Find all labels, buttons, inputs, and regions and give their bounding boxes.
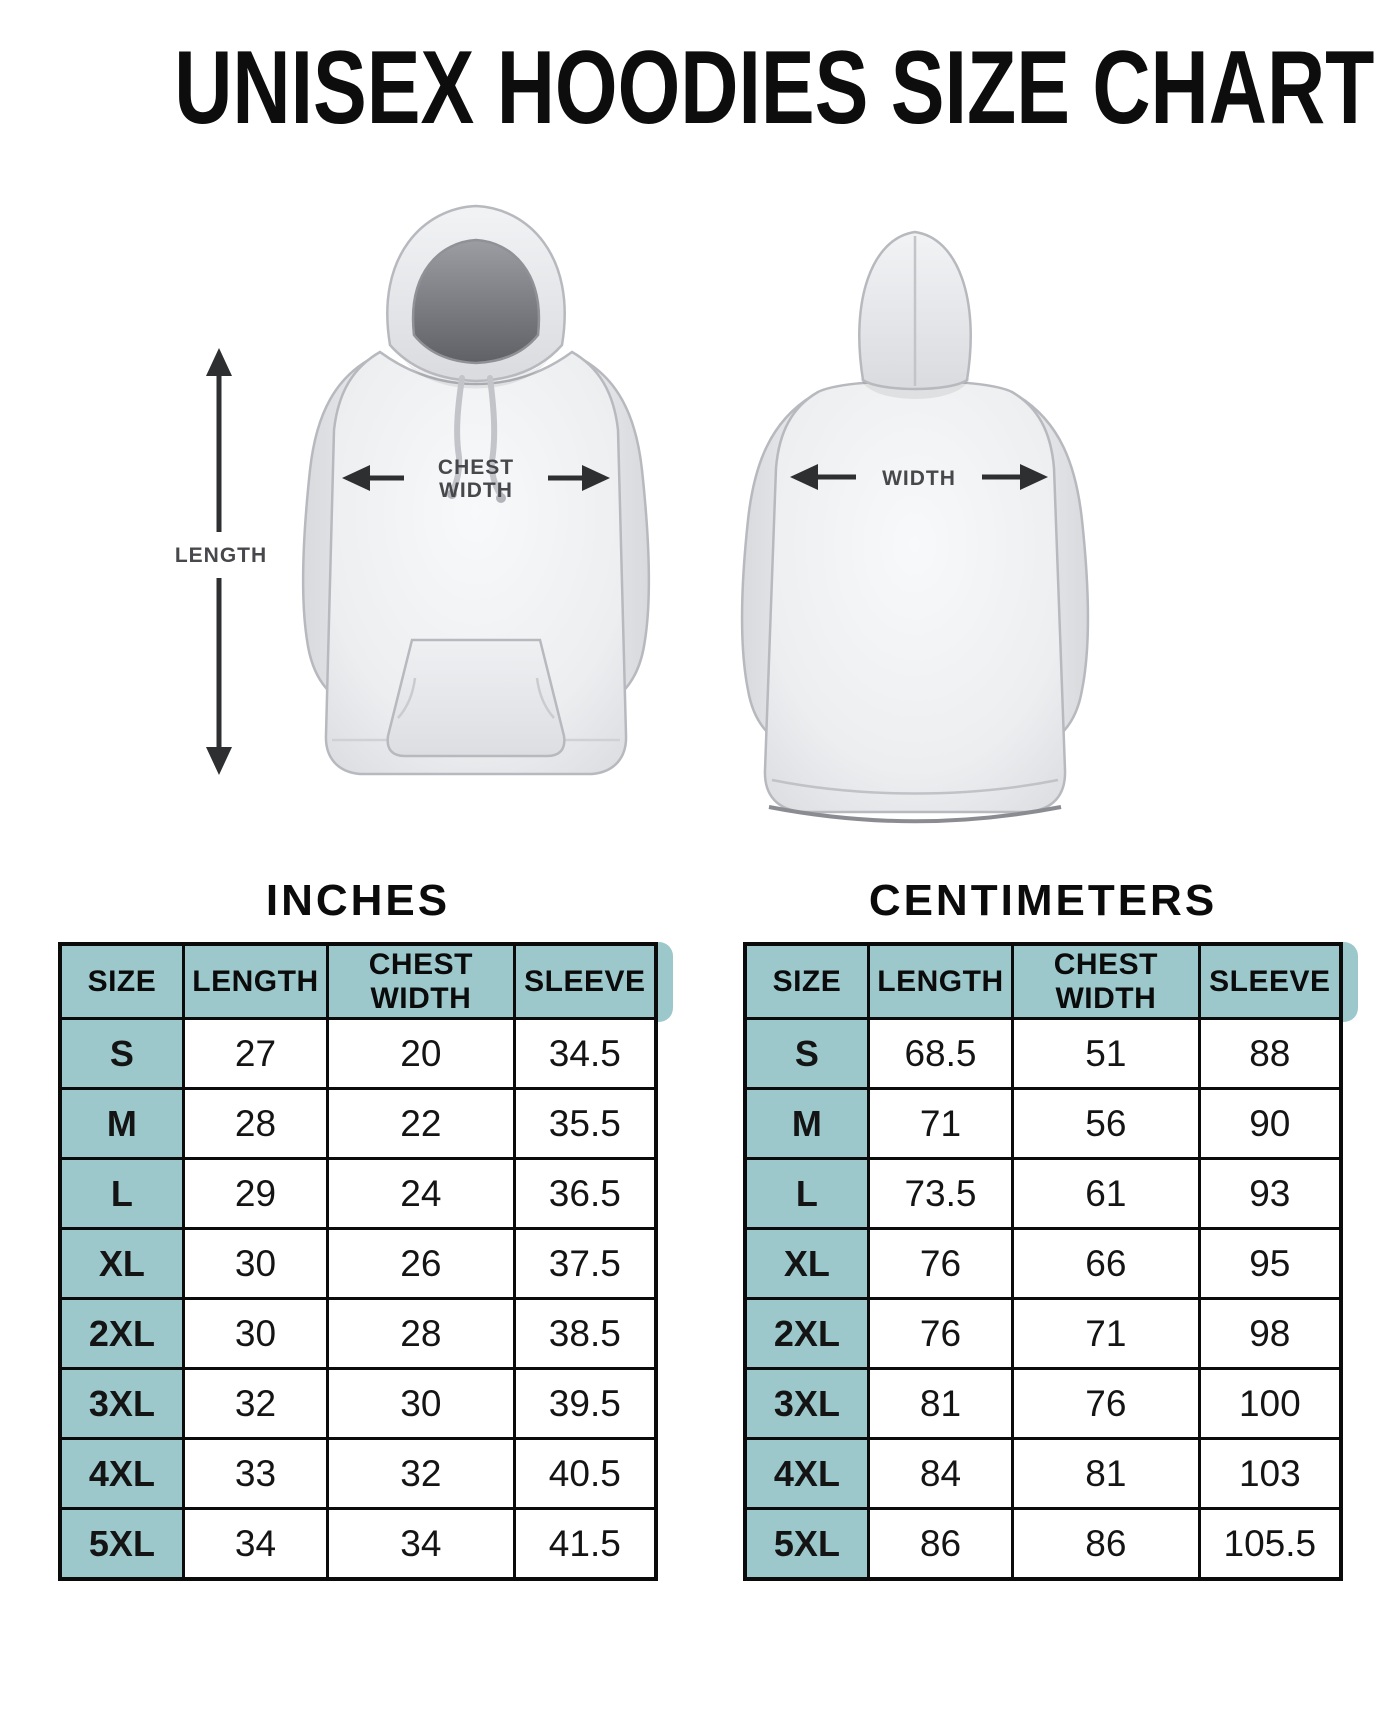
sleeve-cell: 103 (1199, 1439, 1341, 1509)
table-row (60, 1159, 656, 1229)
size-cell: 3XL (745, 1369, 868, 1439)
chest-width-cell: 26 (328, 1229, 515, 1299)
back-hoodie-illustration (742, 232, 1088, 821)
table-row (745, 1369, 1341, 1439)
centimeters-size-table (743, 942, 1343, 1581)
back-width-label: WIDTH (882, 467, 956, 490)
sleeve-cell: 95 (1199, 1229, 1341, 1299)
sleeve-cell: 93 (1199, 1159, 1341, 1229)
chest-width-cell: 30 (328, 1369, 515, 1439)
inches-section-title: INCHES (265, 876, 451, 925)
sleeve-cell: 40.5 (514, 1439, 656, 1509)
col-header-chest-width: CHEST WIDTH (328, 944, 515, 1019)
table-row (745, 1439, 1341, 1509)
size-cell: 4XL (745, 1439, 868, 1509)
sleeve-cell: 41.5 (514, 1509, 656, 1580)
col-header-size: SIZE (60, 944, 183, 1019)
header-row (745, 944, 1341, 1019)
sleeve-cell: 35.5 (514, 1089, 656, 1159)
length-cell: 68.5 (868, 1019, 1012, 1089)
sleeve-cell: 37.5 (514, 1229, 656, 1299)
col-header-chest-width: CHEST WIDTH (1013, 944, 1200, 1019)
inches-size-table (58, 942, 658, 1581)
table-row (60, 1509, 656, 1580)
size-cell: XL (745, 1229, 868, 1299)
table-row (745, 1159, 1341, 1229)
chest-width-cell: 51 (1013, 1019, 1200, 1089)
table-row (745, 1299, 1341, 1369)
table-row (60, 1089, 656, 1159)
size-cell: 5XL (745, 1509, 868, 1580)
chest-width-cell: 56 (1013, 1089, 1200, 1159)
chest-width-cell: 61 (1013, 1159, 1200, 1229)
chest-width-cell: 34 (328, 1509, 515, 1580)
hoodie-diagram-svg (0, 180, 1388, 830)
table-row (745, 1229, 1341, 1299)
length-cell: 30 (183, 1299, 327, 1369)
size-cell: 3XL (60, 1369, 183, 1439)
length-cell: 28 (183, 1089, 327, 1159)
length-cell: 76 (868, 1229, 1012, 1299)
centimeters-table-container (743, 942, 1343, 1581)
size-cell: 5XL (60, 1509, 183, 1580)
hoodie-measurement-diagram (0, 180, 1388, 830)
size-cell: S (745, 1019, 868, 1089)
size-cell: M (745, 1089, 868, 1159)
page-title-text: UNISEX HOODIES SIZE CHART (174, 30, 1375, 146)
page-title (0, 30, 1388, 146)
chest-width-cell: 32 (328, 1439, 515, 1509)
chest-width-cell: 66 (1013, 1229, 1200, 1299)
sleeve-cell: 38.5 (514, 1299, 656, 1369)
sleeve-cell: 34.5 (514, 1019, 656, 1089)
table-row (745, 1089, 1341, 1159)
length-cell: 81 (868, 1369, 1012, 1439)
chest-width-cell: 24 (328, 1159, 515, 1229)
table-row (60, 1439, 656, 1509)
size-cell: 2XL (60, 1299, 183, 1369)
centimeters-section-title: CENTIMETERS (868, 876, 1218, 925)
chest-width-label-line2: WIDTH (439, 479, 513, 502)
length-cell: 86 (868, 1509, 1012, 1580)
chest-width-label-line1: CHEST (437, 456, 515, 479)
length-cell: 27 (183, 1019, 327, 1089)
chest-width-cell: 71 (1013, 1299, 1200, 1369)
chest-width-cell: 81 (1013, 1439, 1200, 1509)
size-cell: XL (60, 1229, 183, 1299)
front-kangaroo-pocket (388, 640, 565, 756)
sleeve-cell: 90 (1199, 1089, 1341, 1159)
chest-width-cell: 22 (328, 1089, 515, 1159)
length-cell: 29 (183, 1159, 327, 1229)
table-row (745, 1509, 1341, 1580)
length-cell: 84 (868, 1439, 1012, 1509)
table-row (60, 1299, 656, 1369)
length-cell: 71 (868, 1089, 1012, 1159)
chest-width-cell: 76 (1013, 1369, 1200, 1439)
col-header-length: LENGTH (183, 944, 327, 1019)
col-header-size: SIZE (745, 944, 868, 1019)
length-cell: 34 (183, 1509, 327, 1580)
back-body (765, 381, 1065, 812)
col-header-length: LENGTH (868, 944, 1012, 1019)
header-row (60, 944, 656, 1019)
size-cell: S (60, 1019, 183, 1089)
size-cell: 2XL (745, 1299, 868, 1369)
table-row (60, 1369, 656, 1439)
sleeve-cell: 39.5 (514, 1369, 656, 1439)
chest-width-cell: 28 (328, 1299, 515, 1369)
col-header-sleeve: SLEEVE (514, 944, 656, 1019)
length-cell: 32 (183, 1369, 327, 1439)
size-cell: L (745, 1159, 868, 1229)
chest-width-cell: 20 (328, 1019, 515, 1089)
table-row (60, 1019, 656, 1089)
length-cell: 30 (183, 1229, 327, 1299)
sleeve-cell: 36.5 (514, 1159, 656, 1229)
inches-table-container (58, 942, 658, 1581)
length-cell: 73.5 (868, 1159, 1012, 1229)
sleeve-cell: 88 (1199, 1019, 1341, 1089)
sleeve-cell: 105.5 (1199, 1509, 1341, 1580)
size-cell: 4XL (60, 1439, 183, 1509)
length-cell: 33 (183, 1439, 327, 1509)
table-row (745, 1019, 1341, 1089)
chest-width-cell: 86 (1013, 1509, 1200, 1580)
table-row (60, 1229, 656, 1299)
length-label: LENGTH (174, 544, 268, 567)
size-cell: M (60, 1089, 183, 1159)
size-cell: L (60, 1159, 183, 1229)
col-header-sleeve: SLEEVE (1199, 944, 1341, 1019)
sleeve-cell: 100 (1199, 1369, 1341, 1439)
length-cell: 76 (868, 1299, 1012, 1369)
sleeve-cell: 98 (1199, 1299, 1341, 1369)
